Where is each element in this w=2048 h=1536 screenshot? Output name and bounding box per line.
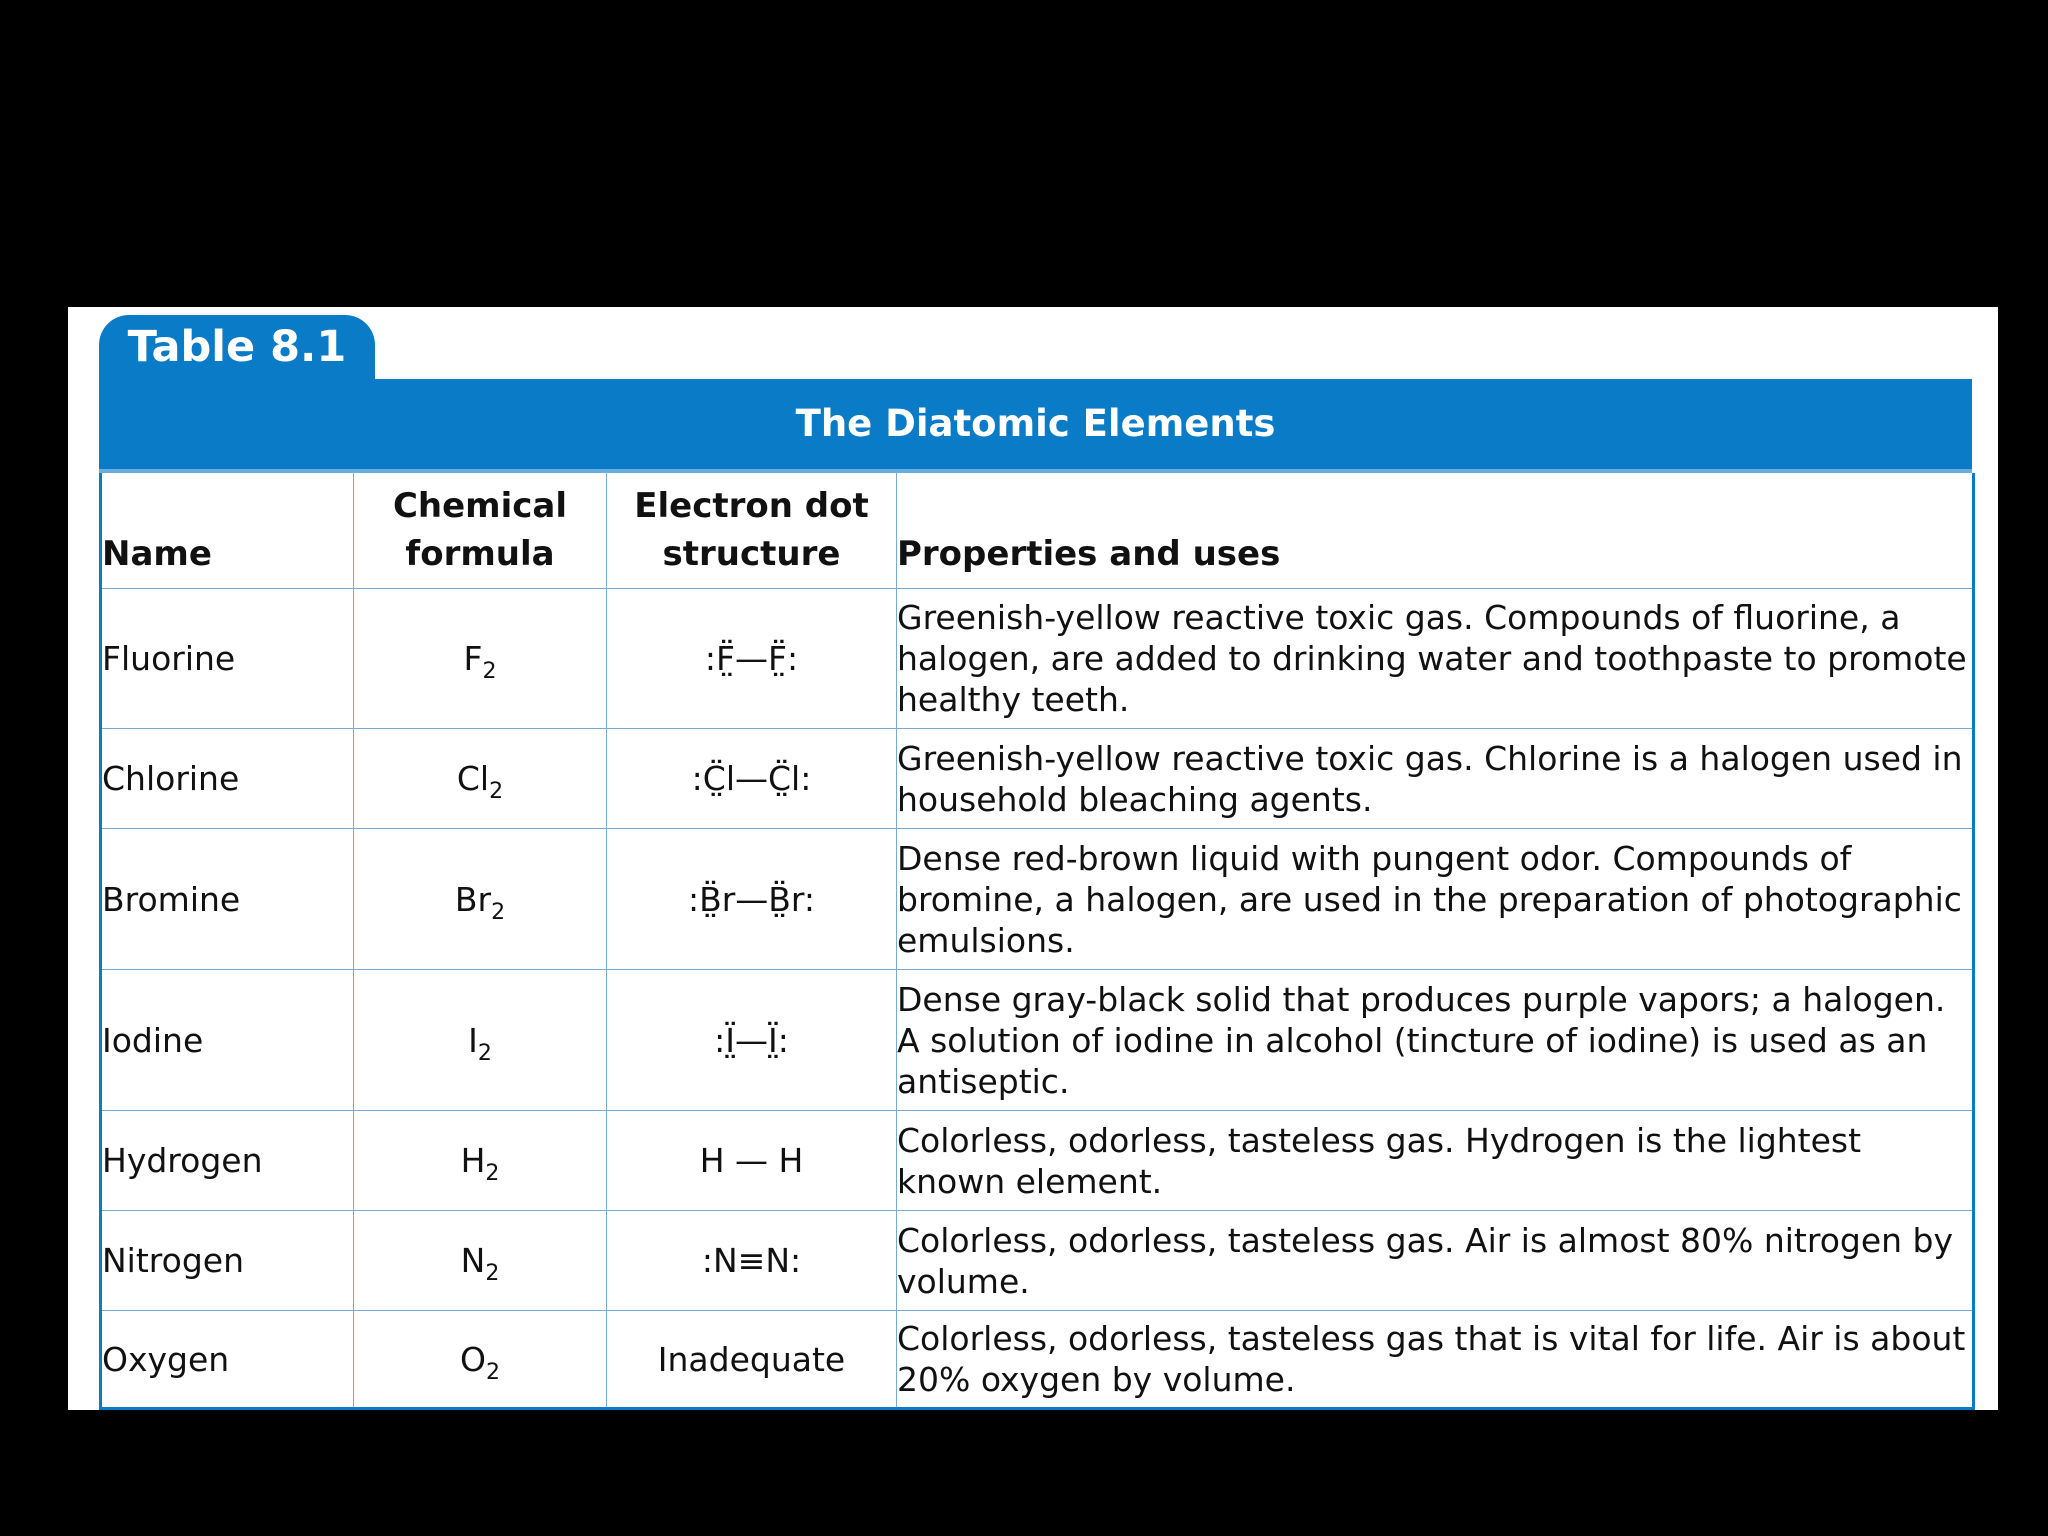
properties-and-uses: Greenish-yellow reactive toxic gas. Chlorine is a halogen used in household bleaching agents.: [897, 729, 1974, 829]
table-row: [101, 1311, 1974, 1409]
electron-dot-structure: :N≡N:: [607, 1211, 897, 1311]
element-name: Chlorine: [101, 729, 354, 829]
element-name: Oxygen: [101, 1311, 354, 1409]
chemical-formula: $Cl_2$: [354, 729, 607, 829]
table-row: [101, 729, 1974, 829]
chemical-formula: $F_2$: [354, 589, 607, 729]
element-name: Nitrogen: [101, 1211, 354, 1311]
properties-and-uses: Colorless, odorless, tasteless gas. Air is almost 80% nitrogen by volume.: [897, 1211, 1974, 1311]
electron-dot-structure: Inadequate: [607, 1311, 897, 1409]
table-row: [101, 970, 1974, 1111]
chemical-formula: $H_2$: [354, 1111, 607, 1211]
table-title: The Diatomic Elements: [99, 379, 1972, 473]
table-number-tab: Table 8.1: [99, 315, 375, 379]
header-properties: Properties and uses: [897, 473, 1974, 589]
table-sheet: [68, 307, 1998, 1410]
header-formula: Chemical formula: [354, 473, 607, 589]
electron-dot-structure: :Ï̤—Ï̤:: [607, 970, 897, 1111]
chemical-formula: $O_2$: [354, 1311, 607, 1409]
properties-and-uses: Colorless, odorless, tasteless gas. Hydrogen is the lightest known element.: [897, 1111, 1974, 1211]
properties-and-uses: Dense red-brown liquid with pungent odor. Compounds of bromine, a halogen, are used in the preparation of photographic emulsions.: [897, 829, 1974, 970]
table-row: [101, 829, 1974, 970]
chemical-formula: $N_2$: [354, 1211, 607, 1311]
table-row: [101, 1111, 1974, 1211]
properties-and-uses: Greenish-yellow reactive toxic gas. Compounds of fluorine, a halogen, are added to drinking water and toothpaste to promote healthy teeth.: [897, 589, 1974, 729]
element-name: Fluorine: [101, 589, 354, 729]
electron-dot-structure: :C̤̈l—C̤̈l:: [607, 729, 897, 829]
electron-dot-structure: :B̤̈r—B̤̈r:: [607, 829, 897, 970]
properties-and-uses: Dense gray-black solid that produces purple vapors; a halogen. A solution of iodine in alcohol (tincture of iodine) is used as an antiseptic.: [897, 970, 1974, 1111]
element-name: Iodine: [101, 970, 354, 1111]
header-row: [101, 473, 1974, 589]
diatomic-elements-table: [99, 473, 1975, 1410]
chemical-formula: $Br_2$: [354, 829, 607, 970]
chemical-formula: $I_2$: [354, 970, 607, 1111]
element-name: Bromine: [101, 829, 354, 970]
element-name: Hydrogen: [101, 1111, 354, 1211]
electron-dot-structure: H — H: [607, 1111, 897, 1211]
table-row: [101, 1211, 1974, 1311]
header-electron-dot: Electron dot structure: [607, 473, 897, 589]
properties-and-uses: Colorless, odorless, tasteless gas that is vital for life. Air is about 20% oxygen by volume.: [897, 1311, 1974, 1409]
table-row: [101, 589, 1974, 729]
electron-dot-structure: :F̤̈—F̤̈:: [607, 589, 897, 729]
header-name: Name: [101, 473, 354, 589]
